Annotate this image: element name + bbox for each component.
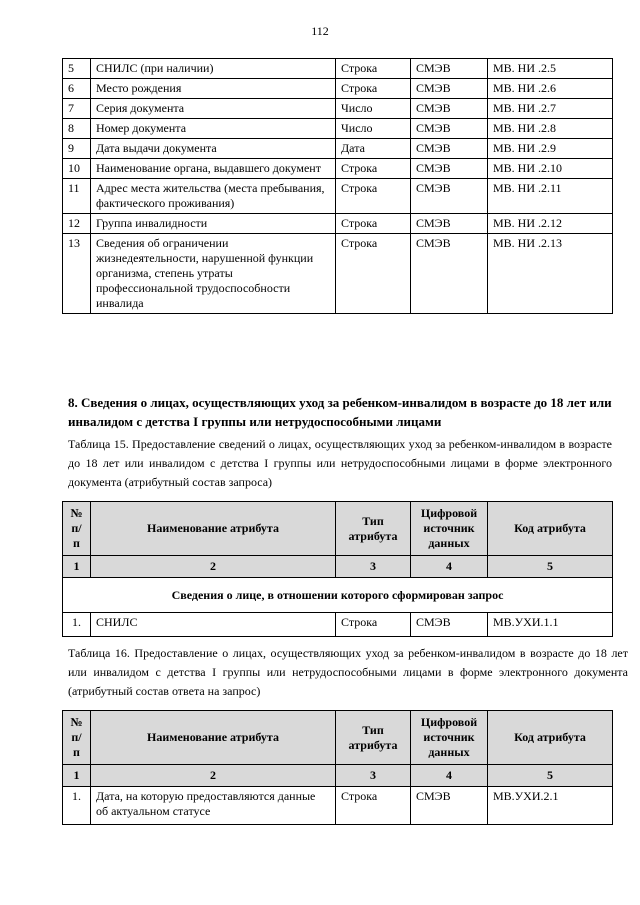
row-type: Строка (336, 179, 411, 214)
row-type: Строка (336, 613, 411, 637)
row-source: СМЭВ (411, 179, 488, 214)
col-number: 2 (91, 765, 336, 787)
row-num: 9 (63, 139, 91, 159)
row-code: МВ.УХИ.1.1 (488, 613, 613, 637)
row-name: Дата выдачи документа (91, 139, 336, 159)
row-name: Дата, на которую предоставляются данные об актуальном статусе (91, 787, 336, 825)
table-row (63, 787, 613, 825)
table15-section-label: Сведения о лице, в отношении которого сформирован запрос (63, 578, 613, 613)
row-num: 12 (63, 214, 91, 234)
col-number: 4 (411, 765, 488, 787)
header-type: Тип атрибута (336, 711, 411, 765)
col-number: 4 (411, 556, 488, 578)
section-heading: 8. Сведения о лицах, осуществляющих уход за ребенком-инвалидом в возрасте до 18 лет или инвалидом с детства I группы или нетрудоспособными лицами (68, 395, 612, 429)
col-number: 5 (488, 765, 613, 787)
header-name: Наименование атрибута (91, 502, 336, 556)
col-number: 2 (91, 556, 336, 578)
row-source: СМЭВ (411, 613, 488, 637)
row-name: Серия документа (91, 99, 336, 119)
header-type: Тип атрибута (336, 502, 411, 556)
attributes-table-continued (62, 58, 613, 314)
col-number: 1 (63, 556, 91, 578)
row-num: 1. (63, 613, 91, 637)
row-type: Строка (336, 159, 411, 179)
header-num: № п/п (63, 502, 91, 556)
table15-caption: Таблица 15. Предоставление сведений о лицах, осуществляющих уход за ребенком-инвалидом в возрасте до 18 лет или инвалидом с детства I группы или нетрудоспособными лицами в форме электронного документа (атрибутный состав запроса) (68, 437, 612, 489)
table16 (62, 710, 613, 825)
header-source: Цифровой источник данных (411, 502, 488, 556)
row-name: СНИЛС (при наличии) (91, 59, 336, 79)
table-row (63, 79, 613, 99)
row-source: СМЭВ (411, 79, 488, 99)
row-code: МВ. НИ .2.7 (488, 99, 613, 119)
row-source: СМЭВ (411, 139, 488, 159)
table15 (62, 501, 613, 637)
row-name: Место рождения (91, 79, 336, 99)
row-num: 10 (63, 159, 91, 179)
row-num: 6 (63, 79, 91, 99)
row-name: Группа инвалидности (91, 214, 336, 234)
row-source: СМЭВ (411, 234, 488, 314)
col-number: 1 (63, 765, 91, 787)
table-row (63, 139, 613, 159)
row-name: Номер документа (91, 119, 336, 139)
row-type: Строка (336, 787, 411, 825)
row-name: Адрес места жительства (места пребывания, фактического проживания) (91, 179, 336, 214)
row-source: СМЭВ (411, 159, 488, 179)
row-num: 1. (63, 787, 91, 825)
table-row (63, 159, 613, 179)
row-code: МВ. НИ .2.6 (488, 79, 613, 99)
header-num: № п/п (63, 711, 91, 765)
row-code: МВ. НИ .2.11 (488, 179, 613, 214)
row-type: Строка (336, 214, 411, 234)
row-num: 7 (63, 99, 91, 119)
row-source: СМЭВ (411, 787, 488, 825)
row-name: Сведения об ограничении жизнедеятельности, нарушенной функции организма, степень утраты профессиональной трудоспособности инвалида (91, 234, 336, 314)
row-code: МВ. НИ .2.9 (488, 139, 613, 159)
header-source: Цифровой источник данных (411, 711, 488, 765)
row-code: МВ.УХИ.2.1 (488, 787, 613, 825)
row-source: СМЭВ (411, 59, 488, 79)
header-code: Код атрибута (488, 711, 613, 765)
row-type: Число (336, 99, 411, 119)
table-row (63, 179, 613, 214)
col-number: 3 (336, 556, 411, 578)
table-row (63, 99, 613, 119)
col-number: 5 (488, 556, 613, 578)
row-code: МВ. НИ .2.13 (488, 234, 613, 314)
table-row (63, 119, 613, 139)
row-source: СМЭВ (411, 214, 488, 234)
row-code: МВ. НИ .2.12 (488, 214, 613, 234)
row-code: МВ. НИ .2.5 (488, 59, 613, 79)
header-name: Наименование атрибута (91, 711, 336, 765)
row-type: Число (336, 119, 411, 139)
row-type: Строка (336, 59, 411, 79)
row-num: 11 (63, 179, 91, 214)
table-row (63, 234, 613, 314)
table16-caption: Таблица 16. Предоставление о лицах, осуществляющих уход за ребенком-инвалидом в возрасте до 18 лет или инвалидом с детства I группы или нетрудоспособными лицами в форме электронного документа (атрибутный состав ответа на запрос) (68, 646, 628, 698)
table-row (63, 214, 613, 234)
row-type: Строка (336, 234, 411, 314)
row-type: Дата (336, 139, 411, 159)
row-source: СМЭВ (411, 119, 488, 139)
row-num: 8 (63, 119, 91, 139)
row-name: Наименование органа, выдавшего документ (91, 159, 336, 179)
table-row (63, 613, 613, 637)
row-source: СМЭВ (411, 99, 488, 119)
row-code: МВ. НИ .2.10 (488, 159, 613, 179)
row-num: 5 (63, 59, 91, 79)
page-number: 112 (311, 24, 329, 38)
table-row (63, 59, 613, 79)
row-num: 13 (63, 234, 91, 314)
header-code: Код атрибута (488, 502, 613, 556)
row-type: Строка (336, 79, 411, 99)
col-number: 3 (336, 765, 411, 787)
row-name: СНИЛС (91, 613, 336, 637)
row-code: МВ. НИ .2.8 (488, 119, 613, 139)
